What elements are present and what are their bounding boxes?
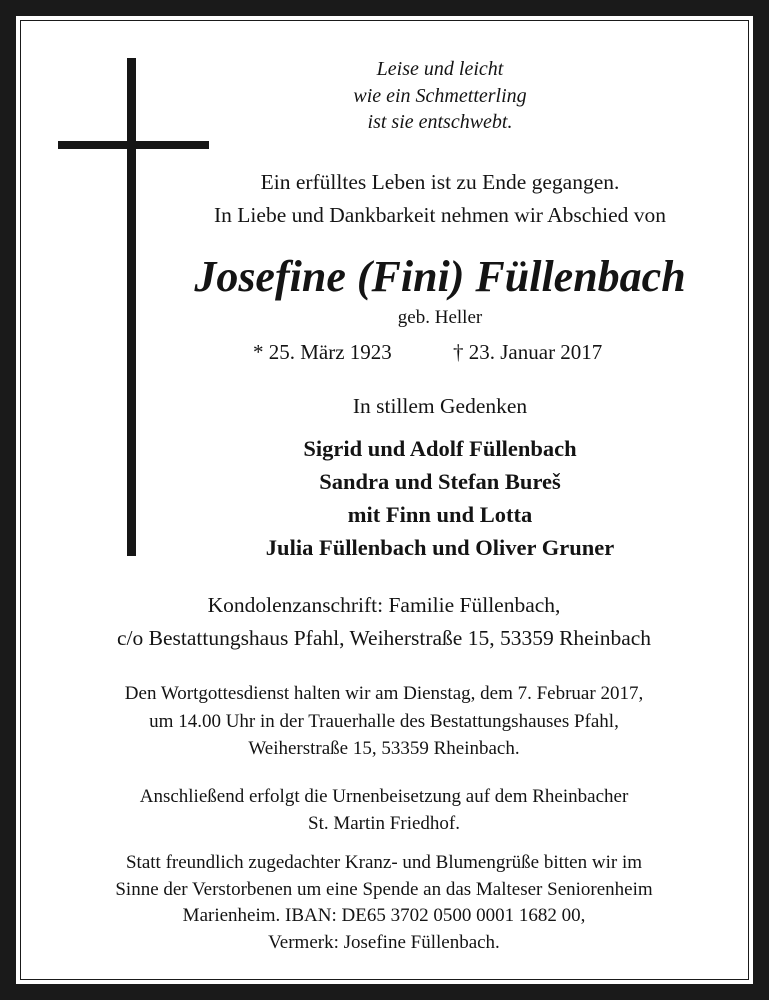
donation-line-1: Statt freundlich zugedachter Kranz- und Blumengrüße bitten wir im <box>125 852 643 873</box>
death-date: † 23. Januar 2017 <box>453 340 603 364</box>
service-line-2: um 14.00 Uhr in der Trauerhalle des Bestattungshauses Pfahl, <box>149 711 619 732</box>
intro-line-1: Ein erfülltes Leben ist zu Ende gegangen. <box>260 170 620 194</box>
family-line-4: Julia Füllenbach und Oliver Gruner <box>265 535 615 560</box>
service-line-1: Den Wortgottesdienst halten wir am Dienstag, dem 7. Februar 2017, <box>124 683 644 704</box>
donation-line-4: Vermerk: Josefine Füllenbach. <box>268 932 500 953</box>
birth-name: geb. Heller <box>397 307 483 328</box>
family-line-2: Sandra und Stefan Bureš <box>319 469 561 494</box>
poem-line-1: Leise und leicht <box>376 58 504 80</box>
condolence-line-1: Kondolenzanschrift: Familie Füllenbach, <box>207 593 561 617</box>
donation-line-3: Marienheim. IBAN: DE65 3702 0500 0001 1682 00, <box>182 905 586 926</box>
birth-date: * 25. März 1923 <box>253 340 392 364</box>
poem-line-3: ist sie entschwebt. <box>367 111 513 133</box>
cross-icon <box>127 58 136 556</box>
deceased-name: Josefine (Fini) Füllenbach <box>194 252 686 301</box>
cross-icon-bar <box>58 141 209 149</box>
intro-line-2: In Liebe und Dankbarkeit nehmen wir Abschied von <box>214 203 666 227</box>
burial-line-1: Anschließend erfolgt die Urnenbeisetzung auf dem Rheinbacher <box>139 786 629 807</box>
burial-line-2: St. Martin Friedhof. <box>308 813 460 834</box>
condolence-line-2: c/o Bestattungshaus Pfahl, Weiherstraße 15, 53359 Rheinbach <box>116 626 652 650</box>
family-line-3: mit Finn und Lotta <box>347 502 533 527</box>
service-line-3: Weiherstraße 15, 53359 Rheinbach. <box>248 738 520 759</box>
memorial-heading: In stillem Gedenken <box>352 394 528 418</box>
donation-line-2: Sinne der Verstorbenen um eine Spende an das Malteser Seniorenheim <box>115 879 653 900</box>
poem-line-2: wie ein Schmetterling <box>353 85 527 107</box>
family-line-1: Sigrid und Adolf Füllenbach <box>303 436 577 461</box>
